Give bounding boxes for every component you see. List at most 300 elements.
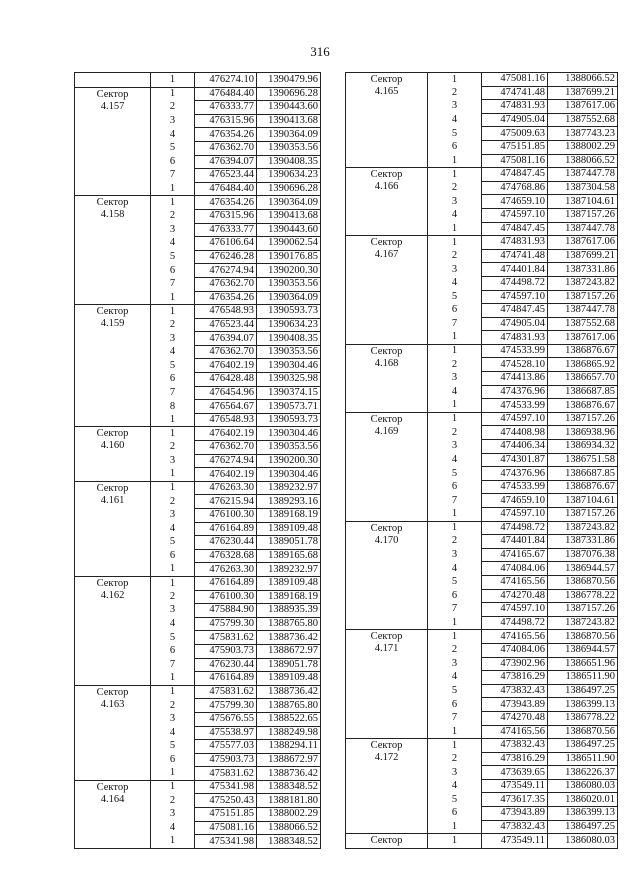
coord-x: 476274.94: [195, 454, 257, 468]
sector-label: [346, 344, 428, 412]
point-number: 4: [428, 671, 482, 685]
sector-label: Сектор: [346, 834, 428, 849]
point-number: 1: [428, 399, 482, 413]
point-number: 3: [428, 372, 482, 386]
sector-number: 4.167: [374, 249, 399, 261]
coord-x: 474741.48: [482, 86, 548, 100]
point-number: 1: [428, 725, 482, 739]
coord-x: 474408.98: [482, 426, 548, 440]
point-number: 1: [428, 236, 482, 250]
point-number: 4: [151, 522, 195, 536]
coord-x: 474165.56: [482, 725, 548, 739]
coord-y: 1387699.21: [548, 249, 618, 263]
coord-y: 1386511.90: [548, 671, 618, 685]
coord-x: 475676.55: [195, 712, 257, 726]
table-row: [75, 576, 321, 590]
coord-x: 476394.07: [195, 332, 257, 346]
point-number: 1: [151, 672, 195, 686]
point-number: 3: [428, 440, 482, 454]
coord-y: 1390593.73: [257, 413, 321, 427]
coord-y: 1386876.67: [548, 399, 618, 413]
coord-y: 1387304.58: [548, 181, 618, 195]
coord-y: 1387447.78: [548, 304, 618, 318]
coord-y: 1389051.78: [257, 536, 321, 550]
sector-label: [75, 87, 151, 196]
coord-y: 1387447.78: [548, 168, 618, 182]
sector-number: 4.161: [100, 494, 125, 506]
coord-y: 1386938.96: [548, 426, 618, 440]
coord-y: 1386497.25: [548, 820, 618, 834]
coord-y: 1390374.15: [257, 386, 321, 400]
table-row: [346, 521, 618, 535]
point-number: 7: [428, 603, 482, 617]
coord-y: 1388294.11: [257, 740, 321, 754]
coord-y: 1390200.30: [257, 264, 321, 278]
point-number: 1: [151, 305, 195, 319]
sector-word: Сектор: [370, 74, 403, 85]
coord-x: 476274.10: [195, 73, 257, 88]
coord-y: 1388736.42: [257, 685, 321, 699]
coord-y: 1387617.06: [548, 100, 618, 114]
point-number: 1: [151, 563, 195, 577]
sector-number: 4.168: [374, 357, 399, 369]
table-row: [75, 87, 321, 101]
sector-number: 4.172: [374, 752, 399, 764]
sector-word: Сектор: [96, 306, 129, 318]
point-number: 1: [151, 685, 195, 699]
coord-y: 1387157.26: [548, 208, 618, 222]
coord-x: 476402.19: [195, 468, 257, 482]
coord-y: 1387157.26: [548, 290, 618, 304]
coord-y: 1386080.03: [548, 834, 618, 849]
coord-y: 1388736.42: [257, 631, 321, 645]
coord-x: 475009.63: [482, 127, 548, 141]
table-row: [346, 344, 618, 358]
coord-y: 1388672.97: [257, 644, 321, 658]
point-number: 1: [151, 182, 195, 196]
point-number: 4: [428, 453, 482, 467]
sector-label: [75, 576, 151, 685]
coord-x: 473549.11: [482, 834, 548, 849]
coord-y: 1390413.68: [257, 114, 321, 128]
point-number: 5: [151, 536, 195, 550]
sector-word: Сектор: [96, 577, 129, 589]
coord-y: 1390443.60: [257, 101, 321, 115]
coord-x: 476402.19: [195, 427, 257, 441]
coord-x: 475151.85: [482, 140, 548, 154]
point-number: 3: [151, 114, 195, 128]
point-number: 1: [428, 630, 482, 644]
coord-x: 474165.56: [482, 575, 548, 589]
coord-y: 1386687.85: [548, 385, 618, 399]
point-number: 1: [151, 468, 195, 482]
coord-x: 473816.29: [482, 752, 548, 766]
coord-x: 476164.89: [195, 576, 257, 590]
table-row: [75, 73, 321, 88]
table-row: [75, 305, 321, 319]
point-number: 1: [151, 481, 195, 495]
coord-x: 474533.99: [482, 399, 548, 413]
coord-x: 476362.70: [195, 441, 257, 455]
sector-word: Сектор: [96, 197, 129, 209]
coord-x: 475577.03: [195, 740, 257, 754]
coord-x: 475538.97: [195, 726, 257, 740]
point-number: 5: [428, 290, 482, 304]
point-number: 2: [428, 86, 482, 100]
point-number: 5: [151, 359, 195, 373]
coord-y: 1386020.01: [548, 793, 618, 807]
coord-x: 475799.30: [195, 699, 257, 713]
coord-y: 1388348.52: [257, 835, 321, 849]
point-number: 4: [428, 208, 482, 222]
point-number: 5: [428, 793, 482, 807]
coord-x: 474768.86: [482, 181, 548, 195]
coord-x: 475903.73: [195, 753, 257, 767]
table-row: [346, 412, 618, 426]
coord-y: 1386870.56: [548, 575, 618, 589]
point-number: 4: [428, 276, 482, 290]
point-number: 7: [428, 711, 482, 725]
sector-label: [346, 630, 428, 739]
coord-y: 1386399.13: [548, 698, 618, 712]
coord-y: 1386511.90: [548, 752, 618, 766]
sector-word: Сектор: [96, 781, 129, 793]
coord-y: 1387157.26: [548, 603, 618, 617]
sector-number: 4.171: [374, 643, 399, 655]
coord-x: 476354.26: [195, 128, 257, 142]
coord-x: 474597.10: [482, 290, 548, 304]
point-number: 1: [151, 291, 195, 305]
coord-y: 1387699.21: [548, 86, 618, 100]
coord-y: 1388002.29: [548, 140, 618, 154]
coord-y: 1387447.78: [548, 222, 618, 236]
coord-x: 474376.96: [482, 467, 548, 481]
coord-x: 475831.62: [195, 685, 257, 699]
sector-label: [75, 305, 151, 427]
coord-x: 476230.44: [195, 536, 257, 550]
coord-y: 1386687.85: [548, 467, 618, 481]
point-number: 2: [428, 535, 482, 549]
point-number: 6: [428, 807, 482, 821]
coord-y: 1387617.06: [548, 331, 618, 345]
point-number: 6: [428, 698, 482, 712]
coord-x: 475341.98: [195, 835, 257, 849]
point-number: 6: [428, 140, 482, 154]
point-number: 1: [151, 413, 195, 427]
sector-word: Сектор: [370, 169, 403, 181]
coord-y: 1390443.60: [257, 223, 321, 237]
coord-x: 474165.56: [482, 630, 548, 644]
point-number: 5: [428, 575, 482, 589]
coord-y: 1390573.71: [257, 400, 321, 414]
table-row: [346, 168, 618, 182]
point-number: 6: [151, 264, 195, 278]
coord-y: 1386944.57: [548, 643, 618, 657]
coord-y: 1390062.54: [257, 237, 321, 251]
sector-number: 4.158: [100, 209, 125, 221]
point-number: 1: [151, 87, 195, 101]
point-number: 3: [151, 454, 195, 468]
point-number: 8: [151, 400, 195, 414]
coord-x: 476362.70: [195, 277, 257, 291]
coord-x: 476394.07: [195, 155, 257, 169]
sector-label: [346, 236, 428, 345]
sector-word: Сектор: [370, 740, 403, 752]
point-number: 1: [428, 154, 482, 168]
sector-word: Сектор: [96, 686, 129, 698]
sector-label: [75, 481, 151, 576]
coord-y: 1386870.56: [548, 630, 618, 644]
coord-x: 474401.84: [482, 535, 548, 549]
point-number: 1: [428, 508, 482, 522]
coord-y: 1386876.67: [548, 480, 618, 494]
coord-x: 476274.94: [195, 264, 257, 278]
point-number: 4: [428, 779, 482, 793]
point-number: 5: [151, 141, 195, 155]
point-number: 1: [151, 73, 195, 88]
coord-y: 1386934.32: [548, 440, 618, 454]
point-number: 1: [428, 616, 482, 630]
point-number: 7: [428, 317, 482, 331]
sector-number: 4.166: [374, 181, 399, 193]
coord-x: 474498.72: [482, 616, 548, 630]
coord-y: 1387104.61: [548, 494, 618, 508]
coord-x: 473943.89: [482, 698, 548, 712]
coord-x: 475831.62: [195, 631, 257, 645]
coord-x: 474301.87: [482, 453, 548, 467]
point-number: 1: [428, 739, 482, 753]
point-number: 3: [428, 195, 482, 209]
coordinates-table-right: [345, 72, 618, 849]
coord-y: 1390364.09: [257, 291, 321, 305]
coord-x: 473639.65: [482, 766, 548, 780]
coord-x: 473816.29: [482, 671, 548, 685]
coord-y: 1387617.06: [548, 236, 618, 250]
sector-label: [75, 685, 151, 780]
point-number: 7: [151, 658, 195, 672]
point-number: 3: [428, 263, 482, 277]
coord-x: 476362.70: [195, 345, 257, 359]
sector-word: Сектор: [370, 413, 403, 425]
point-number: 1: [428, 168, 482, 182]
coord-x: 476315.96: [195, 209, 257, 223]
coord-y: 1386657.70: [548, 372, 618, 386]
sector-number: 4.169: [374, 425, 399, 437]
sector-label: [346, 412, 428, 521]
coord-x: 476484.40: [195, 182, 257, 196]
coord-x: 474084.06: [482, 643, 548, 657]
coord-y: 1389109.48: [257, 522, 321, 536]
coord-y: 1388672.97: [257, 753, 321, 767]
sector-label: [75, 73, 151, 88]
point-number: 4: [151, 345, 195, 359]
coord-x: 474659.10: [482, 195, 548, 209]
coord-y: 1386226.37: [548, 766, 618, 780]
coord-y: 1387331.86: [548, 263, 618, 277]
coord-y: 1390593.73: [257, 305, 321, 319]
coord-y: 1390353.56: [257, 441, 321, 455]
point-number: 7: [151, 277, 195, 291]
point-number: 1: [151, 576, 195, 590]
sector-label: [346, 739, 428, 834]
coord-y: 1388066.52: [548, 73, 618, 87]
coord-x: 476333.77: [195, 223, 257, 237]
coord-y: 1390353.56: [257, 141, 321, 155]
coord-x: 476523.44: [195, 318, 257, 332]
point-number: 3: [151, 712, 195, 726]
point-number: 2: [151, 318, 195, 332]
coord-x: 474165.67: [482, 548, 548, 562]
page-number: 316: [310, 44, 330, 59]
coord-y: 1387243.82: [548, 521, 618, 535]
coord-x: 475151.85: [195, 808, 257, 822]
point-number: 1: [151, 427, 195, 441]
coord-y: 1389051.78: [257, 658, 321, 672]
coord-x: 474847.45: [482, 168, 548, 182]
coord-y: 1386778.22: [548, 711, 618, 725]
sector-number: 4.170: [374, 534, 399, 546]
coord-y: 1388765.80: [257, 699, 321, 713]
point-number: 1: [428, 834, 482, 849]
coord-y: 1387243.82: [548, 616, 618, 630]
coord-y: 1388181.80: [257, 794, 321, 808]
point-number: 3: [151, 223, 195, 237]
coord-y: 1388765.80: [257, 617, 321, 631]
coord-y: 1387552.68: [548, 317, 618, 331]
point-number: 5: [151, 740, 195, 754]
sector-word: Сектор: [370, 345, 403, 357]
coord-x: 474597.10: [482, 208, 548, 222]
point-number: 3: [151, 509, 195, 523]
coord-y: 1386399.13: [548, 807, 618, 821]
coord-x: 473832.43: [482, 684, 548, 698]
coord-y: 1390304.46: [257, 427, 321, 441]
point-number: 6: [151, 373, 195, 387]
coord-y: 1390304.46: [257, 468, 321, 482]
coord-y: 1386870.56: [548, 725, 618, 739]
sector-number: 4.159: [100, 318, 125, 330]
coord-x: 475081.16: [482, 154, 548, 168]
coord-x: 476548.93: [195, 305, 257, 319]
coord-y: 1390634.23: [257, 318, 321, 332]
coord-x: 476106.64: [195, 237, 257, 251]
sector-label: [346, 73, 428, 168]
point-number: 2: [428, 358, 482, 372]
coord-y: 1389293.16: [257, 495, 321, 509]
coord-x: 476100.30: [195, 590, 257, 604]
point-number: 3: [428, 100, 482, 114]
point-number: 1: [428, 412, 482, 426]
coord-y: 1389232.97: [257, 481, 321, 495]
coord-x: 476548.93: [195, 413, 257, 427]
point-number: 2: [151, 495, 195, 509]
coord-x: 473617.35: [482, 793, 548, 807]
coord-y: 1390353.56: [257, 277, 321, 291]
point-number: 6: [151, 753, 195, 767]
coord-x: 474533.99: [482, 480, 548, 494]
coord-x: 476484.40: [195, 87, 257, 101]
coord-y: 1388066.52: [548, 154, 618, 168]
coord-y: 1387157.26: [548, 508, 618, 522]
coord-x: 476263.30: [195, 563, 257, 577]
coord-y: 1390413.68: [257, 209, 321, 223]
point-number: 1: [151, 835, 195, 849]
coord-y: 1387743.23: [548, 127, 618, 141]
coord-y: 1390408.35: [257, 155, 321, 169]
coord-y: 1387157.26: [548, 412, 618, 426]
point-number: 3: [151, 332, 195, 346]
coord-x: 473549.11: [482, 779, 548, 793]
coord-y: 1388736.42: [257, 767, 321, 781]
coord-x: 474831.93: [482, 100, 548, 114]
point-number: 1: [428, 222, 482, 236]
coord-x: 476263.30: [195, 481, 257, 495]
coord-y: 1389109.48: [257, 672, 321, 686]
coord-x: 474905.04: [482, 113, 548, 127]
sector-number: 4.157: [100, 100, 125, 112]
coord-x: 476354.26: [195, 196, 257, 210]
table-row: [75, 685, 321, 699]
point-number: 1: [151, 196, 195, 210]
coord-x: 476230.44: [195, 658, 257, 672]
table-row: [75, 481, 321, 495]
coord-x: 475250.43: [195, 794, 257, 808]
coord-x: 474831.93: [482, 236, 548, 250]
coord-y: 1388348.52: [257, 780, 321, 794]
point-number: 4: [151, 821, 195, 835]
coord-x: 474533.99: [482, 344, 548, 358]
sector-number: 4.165: [374, 86, 399, 97]
coord-y: 1390364.09: [257, 128, 321, 142]
point-number: 5: [428, 684, 482, 698]
coord-y: 1388002.29: [257, 808, 321, 822]
point-number: 1: [428, 73, 482, 87]
coord-x: 474498.72: [482, 276, 548, 290]
point-number: 6: [428, 589, 482, 603]
coord-x: 476333.77: [195, 101, 257, 115]
point-number: 2: [428, 752, 482, 766]
coord-y: 1390353.56: [257, 345, 321, 359]
point-number: 3: [428, 657, 482, 671]
coord-y: 1388935.39: [257, 604, 321, 618]
coord-y: 1388249.98: [257, 726, 321, 740]
coord-x: 474741.48: [482, 249, 548, 263]
coord-y: 1390176.85: [257, 250, 321, 264]
coord-y: 1390325.98: [257, 373, 321, 387]
point-number: 2: [428, 643, 482, 657]
point-number: 5: [151, 250, 195, 264]
coord-y: 1390696.28: [257, 182, 321, 196]
coord-x: 476402.19: [195, 359, 257, 373]
coord-y: 1387104.61: [548, 195, 618, 209]
coord-y: 1390200.30: [257, 454, 321, 468]
coord-y: 1386876.67: [548, 344, 618, 358]
point-number: 4: [428, 385, 482, 399]
coord-x: 473832.43: [482, 739, 548, 753]
coord-y: 1389168.19: [257, 509, 321, 523]
coord-x: 476354.26: [195, 291, 257, 305]
coord-x: 474413.86: [482, 372, 548, 386]
table-row: [346, 236, 618, 250]
coord-x: 474597.10: [482, 412, 548, 426]
coord-x: 475341.98: [195, 780, 257, 794]
sector-label: [346, 168, 428, 236]
coord-x: 476164.89: [195, 672, 257, 686]
coord-y: 1390634.23: [257, 169, 321, 183]
table-row: [346, 630, 618, 644]
sector-number: 4.162: [100, 589, 125, 601]
point-number: 1: [428, 344, 482, 358]
